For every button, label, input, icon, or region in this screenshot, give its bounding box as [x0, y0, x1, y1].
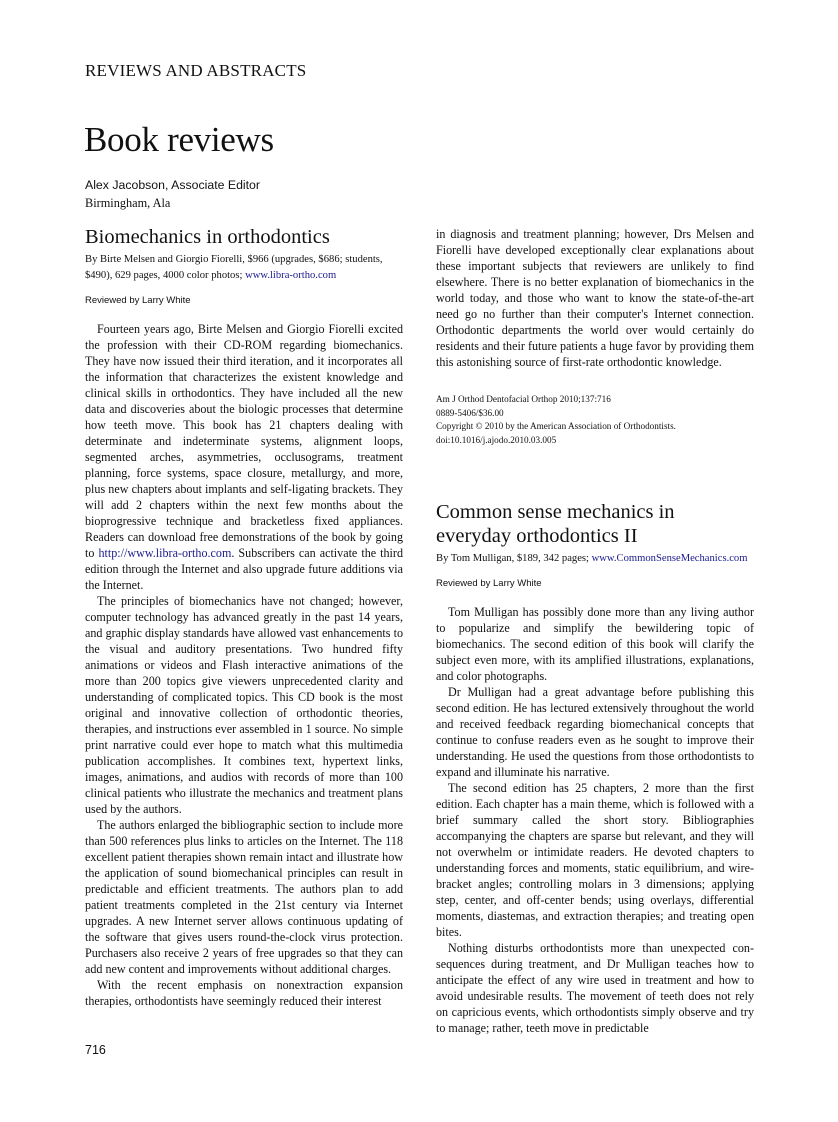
- paragraph-text: Fourteen years ago, Birte Melsen and Giorgio Fiorelli excited the profession with their CD-ROM regarding biomechanics. They have now issued their third iteration, and it incorporates all the information that characterizes the existent knowledge and clinical skills in orthodontics. They have included all the new data and discoveries about the biologic processes that determine how teeth move. This book has 21 chapters dealing with determinate and indeterminate systems, alignment loops, segmented arches, asymmetries, occlusograms, treatment planning, force systems, space closure, metallurgy, and more, plus new chapters about implants and self-ligating brackets. They will add 2 chapters within the next few months about the bioprogressive technique and bracketless fixed appliances. Readers can download free demonstrations of the book by going to: [85, 322, 403, 560]
- issn: 0889-5406/$36.00: [436, 407, 504, 418]
- article-title: Biomechanics in orthodontics: [85, 226, 330, 248]
- page-number: 716: [85, 1043, 106, 1057]
- paragraph-text: . Subscribers can activate the third edition through the Internet and also upgrade future additions via the Internet.: [85, 546, 403, 592]
- article-byline: [85, 252, 403, 284]
- associate-editor: Alex Jacobson, Associate Editor: [85, 178, 260, 192]
- publisher-link[interactable]: www.CommonSenseMechanics.com: [591, 553, 748, 564]
- reviewer: Reviewed by Larry White: [436, 578, 542, 589]
- copyright: Copyright © 2010 by the American Association of Orthodontists.: [436, 421, 676, 431]
- journal-citation: Am J Orthod Dentofacial Orthop 2010;137:716: [436, 394, 611, 404]
- paragraph: in diagnosis and treatment planning; however, Drs Melsen and Fiorelli have developed exceptionally clear explanations about these important subjects that reviewers are unlikely to find elsewhere. There is no better explanation of biomechanics in the world today, and those who want to know the state-of-the-art need go no further than their computer's Internet connection. Orthodontic departments the world over would certainly do residents and their future patients a huge favor by providing them this astonishing source of first-rate orthodontic knowledge.: [436, 227, 754, 369]
- article-biomechanics: [85, 226, 403, 1009]
- paragraph: Nothing disturbs orthodontists more than unexpected consequences during treatment, and Dr Mulligan teaches how to anticipate the effect of any wire used in treatment and how to avoid undesirable results. The movement of teeth does not rely on capricious events, which orthodontists simply observe and try to manage; rather, teeth move in predictable: [436, 941, 754, 1035]
- paragraph: Dr Mulligan had a great advantage before publishing this second edition. He has lectured extensively throughout the world and received feedback regarding biomechanical concepts that continue to confuse readers even as he sought to improve their understanding. He used the questions from those orthodontists to expand and illuminate his narrative.: [436, 685, 754, 779]
- citation-block: [436, 393, 754, 447]
- article-biomechanics-continued: [436, 226, 754, 447]
- demo-link[interactable]: http://www.libra-ortho.com: [98, 546, 232, 560]
- publisher-link[interactable]: www.libra-ortho.com: [245, 270, 337, 281]
- paragraph: The authors enlarged the bibliographic section to include more than 500 references plus links to articles on the Internet. The 118 excellent patient therapies shown remain intact and illustrate how the application of sound biomechanical principles can result in predictable and efficient treatments. The authors plan to add patient treatments completed in the 21st century via Internet upgrades. A new Internet server allows continuous updating of the software that gives users round-the-clock virus protection. Purchasers also receive 2 years of free upgrades so that they can add new content and improvements without additional charges.: [85, 818, 403, 976]
- reviewer: Reviewed by Larry White: [85, 295, 191, 306]
- page-title: Book reviews: [84, 120, 274, 159]
- byline-text: By Birte Melsen and Giorgio Fiorelli, $966 (upgrades, $686; students, $490), 629 pages, 4000 color photos;: [85, 254, 383, 281]
- paragraph: [85, 321, 403, 593]
- section-label: REVIEWS AND ABSTRACTS: [85, 61, 307, 80]
- article-title: Common sense mechanics in everyday orthodontics II: [436, 501, 675, 547]
- article-byline: [436, 551, 754, 567]
- paragraph: The principles of biomechanics have not changed; however, computer technology has advanced greatly in the past 14 years, and graphic display standards have allowed vast enhancements to the visual and auditory presentations. Two hundred fifty animations or videos and Flash interactive animations of the more than 200 topics give viewers unprecedented clarity and understanding of complicated topics. This CD book is the most original and innovative collection of orthodontic theories, therapies, and instructions ever assembled in 1 source. No simple print narrative could ever hope to match what this multimedia publication accomplishes. It combines text, hypertext links, images, animations, and audios with records of more than 100 clinical patients who illustrate the mechanics and treatment plans used by the authors.: [85, 594, 403, 816]
- paragraph: With the recent emphasis on nonextraction expansion therapies, orthodontists have seemingly reduced their interest: [85, 978, 403, 1008]
- article-common-sense-mechanics: [436, 500, 754, 1036]
- paragraph: Tom Mulligan has possibly done more than any living author to popularize and simplify the bewildering topic of biomechanics. The second edition of this book will clarify the subject even more, with its amplified illustrations, explanations, and color photographs.: [436, 605, 754, 683]
- doi[interactable]: doi:10.1016/j.ajodo.2010.03.005: [436, 434, 557, 445]
- paragraph: The second edition has 25 chapters, 2 more than the first edition. Each chapter has a main theme, which is followed with a brief summary called the short story. Bibliographies accompanying the chapters are sparse but relevant, and they will not overwhelm or intimidate readers. He devoted chapters to understanding forces and moments, static equilibrium, and wire-bracket angles; controlling molars in 3 dimensions; applying step, center, and off-center bends; using overlays, differential moments, diastemas, and extraction therapies; and treating open bites.: [436, 781, 754, 939]
- byline-text: By Tom Mulligan, $189, 342 pages;: [436, 553, 592, 564]
- editor-location: Birmingham, Ala: [85, 196, 171, 210]
